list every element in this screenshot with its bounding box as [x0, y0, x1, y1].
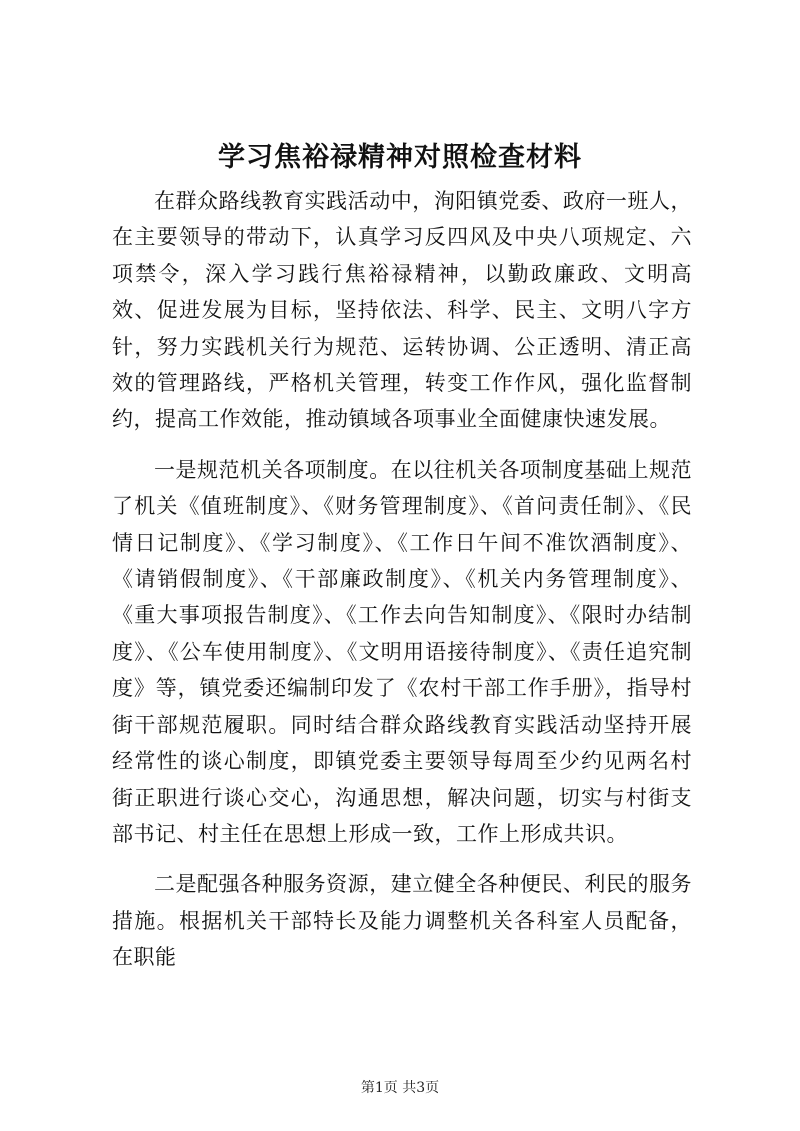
document-body: [112, 183, 692, 990]
document-title: 学习焦裕禄精神对照检查材料: [218, 142, 582, 173]
paragraph-point-two: 二是配强各种服务资源，建立健全各种便民、利民的服务措施。根据机关干部特长及能力调整机关各科室人员配备，在职能: [112, 872, 692, 970]
paragraph-intro: 在群众路线教育实践活动中，洵阳镇党委、政府一班人，在主要领导的带动下，认真学习反四风及中央八项规定、六项禁令，深入学习践行焦裕禄精神，以勤政廉政、文明高效、促进发展为目标，坚持依法、科学、民主、文明八字方针，努力实践机关行为规范、运转协调、公正透明、清正高效的管理路线，严格机关管理，转变工作作风，强化监督制约，提高工作效能，推动镇域各项事业全面健康快速发展。: [112, 189, 692, 432]
paragraph-point-one: 一是规范机关各项制度。在以往机关各项制度基础上规范了机关《值班制度》、《财务管理制度》、《首问责任制》、《民情日记制度》、《学习制度》、《工作日午间不准饮酒制度》、《请销假制度》、《干部廉政制度》、《机关内务管理制度》、《重大事项报告制度》、《工作去向告知制度》、《限时办结制度》、《公车使用制度》、《文明用语接待制度》、《责任追究制度》等，镇党委还编制印发了《农村干部工作手册》，指导村街干部规范履职。同时结合群众路线教育实践活动坚持开展经常性的谈心制度，即镇党委主要领导每周至少约见两名村街正职进行谈心交心，沟通思想，解决问题，切实与村街支部书记、村主任在思想上形成一致，工作上形成共识。: [112, 457, 692, 846]
page-number-footer: 第1页 共3页: [360, 1080, 440, 1096]
